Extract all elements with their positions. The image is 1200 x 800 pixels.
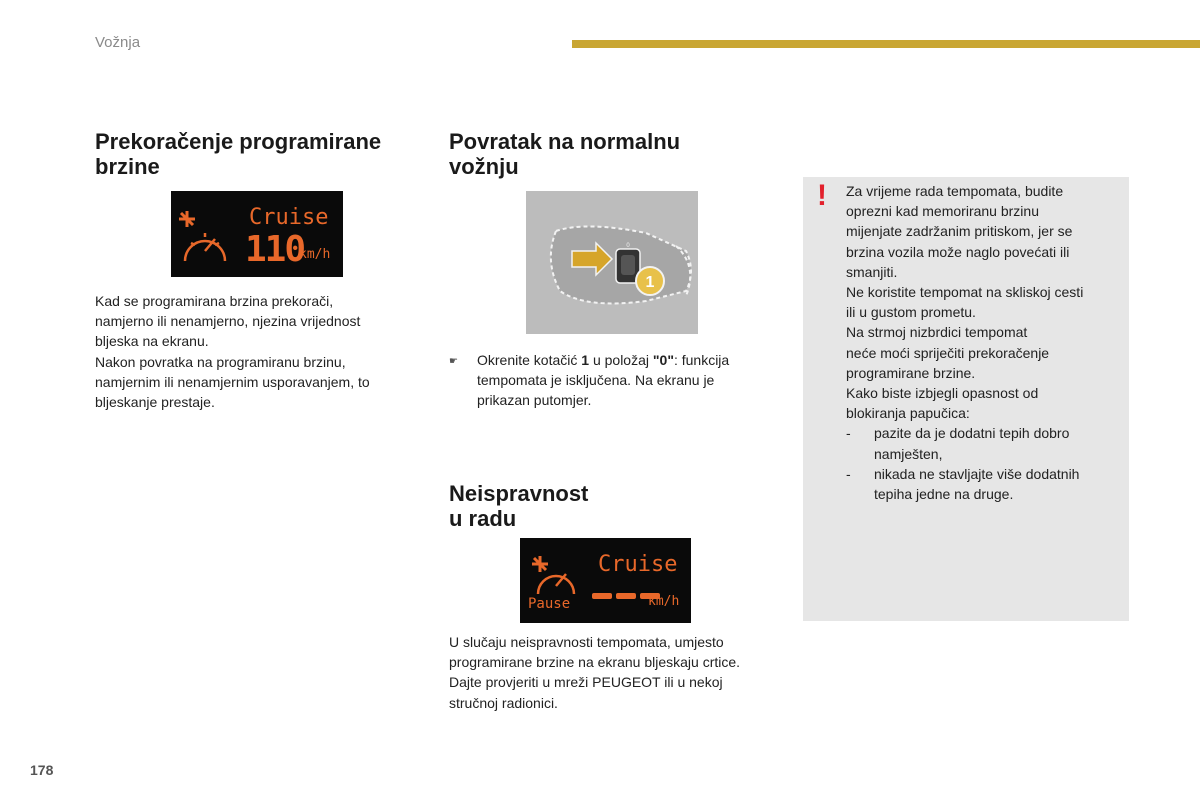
step-line xyxy=(477,350,779,370)
speed-unit: km/h xyxy=(648,594,680,609)
heading-line: vožnju xyxy=(449,154,519,179)
text-line: bljeska na ekranu. xyxy=(95,333,209,350)
warning-bullet xyxy=(846,464,1122,504)
warning-box xyxy=(803,177,1129,621)
bullet-dash: - xyxy=(846,465,851,482)
cruise-label: Cruise xyxy=(598,552,678,577)
text-line: Kad se programirana brzina prekorači, xyxy=(95,293,334,309)
warning-line: smanjiti. xyxy=(846,263,898,280)
text-line: Nakon povratka na programiranu brzinu, xyxy=(95,353,346,370)
warning-line: ili u gustom prometu. xyxy=(846,304,976,321)
return-step xyxy=(449,350,779,411)
text-line: namjerno ili nenamjerno, njezina vrijednost xyxy=(95,313,361,330)
warning-bullet xyxy=(846,423,1122,463)
heading-line: Neispravnost xyxy=(449,481,589,506)
heading-overspeed xyxy=(95,129,381,179)
step-number: 1 xyxy=(581,352,590,368)
warning-text xyxy=(846,181,1122,504)
warning-line: neće moći spriječiti prekoračenje xyxy=(846,344,1050,361)
text-line: programirane brzine na ekranu bljeskaju crtice. xyxy=(449,654,741,671)
warning-line: oprezni kad memoriranu brzinu xyxy=(846,203,1039,220)
cruise-pause-display xyxy=(520,538,691,623)
warning-line: blokiranja papučica: xyxy=(846,405,970,422)
warning-line: brzina vozila može naglo povećati ili xyxy=(846,243,1070,260)
speed-unit: km/h xyxy=(299,247,331,262)
bullet-line: nikada ne stavljajte više dodatnih xyxy=(874,465,1080,482)
cruise-label: Cruise xyxy=(249,205,329,230)
arrow-bullet-icon: ☛ xyxy=(449,356,458,367)
heading-line: brzine xyxy=(95,154,160,179)
text-line: bljeskanje prestaje. xyxy=(95,394,215,411)
overspeed-paragraph xyxy=(95,291,425,412)
step-text: Okrenite kotačić xyxy=(477,352,582,368)
pause-label: Pause xyxy=(528,596,571,612)
text-line: stručnoj radionici. xyxy=(449,694,558,711)
step-position: "0" xyxy=(652,352,674,368)
warning-line: programirane brzine. xyxy=(846,364,976,381)
callout-number: 1 xyxy=(645,274,655,291)
heading-line: Prekoračenje programirane xyxy=(95,129,382,154)
text-line: U slučaju neispravnosti tempomata, umjesto xyxy=(449,634,724,650)
page-number: 178 xyxy=(30,762,54,778)
speed-value: 110 xyxy=(245,229,305,270)
warning-line: mijenjate zadržanim pritiskom, jer se xyxy=(846,223,1073,240)
heading-malfunction xyxy=(449,481,588,531)
bullet-line: tepiha jedne na druge. xyxy=(874,486,1014,503)
cruise-stalk-diagram xyxy=(526,191,698,334)
header-accent-bar xyxy=(572,40,1200,48)
warning-line: Kako biste izbjegli opasnost od xyxy=(846,385,1039,402)
bullet-dash: - xyxy=(846,425,851,442)
cruise-overspeed-display xyxy=(171,191,343,277)
text-line: namjernim ili nenamjernim usporavanjem, to xyxy=(95,373,370,390)
bullet-line: namješten, xyxy=(874,445,943,462)
malfunction-paragraph xyxy=(449,632,789,713)
bullet-line: pazite da je dodatni tepih dobro xyxy=(874,425,1070,442)
step-text: : funkcija xyxy=(673,352,730,368)
stalk-illustration xyxy=(526,191,698,334)
warning-line: Na strmoj nizbrdici tempomat xyxy=(846,324,1028,341)
heading-line: u radu xyxy=(449,506,517,531)
heading-line: Povratak na normalnu xyxy=(449,129,681,154)
warning-icon: ! xyxy=(817,179,827,212)
step-text: u položaj xyxy=(589,352,653,368)
heading-return-normal xyxy=(449,129,680,179)
warning-line: Ne koristite tempomat na skliskoj cesti xyxy=(846,284,1084,301)
switch-position-label: 0 xyxy=(626,243,630,249)
warning-line: Za vrijeme rada tempomata, budite xyxy=(846,183,1064,199)
step-line: tempomata je isključena. Na ekranu je xyxy=(477,372,715,389)
text-line: Dajte provjeriti u mreži PEUGEOT ili u nekoj xyxy=(449,674,723,691)
step-line: prikazan putomjer. xyxy=(477,392,592,409)
section-title: Vožnja xyxy=(95,34,141,51)
